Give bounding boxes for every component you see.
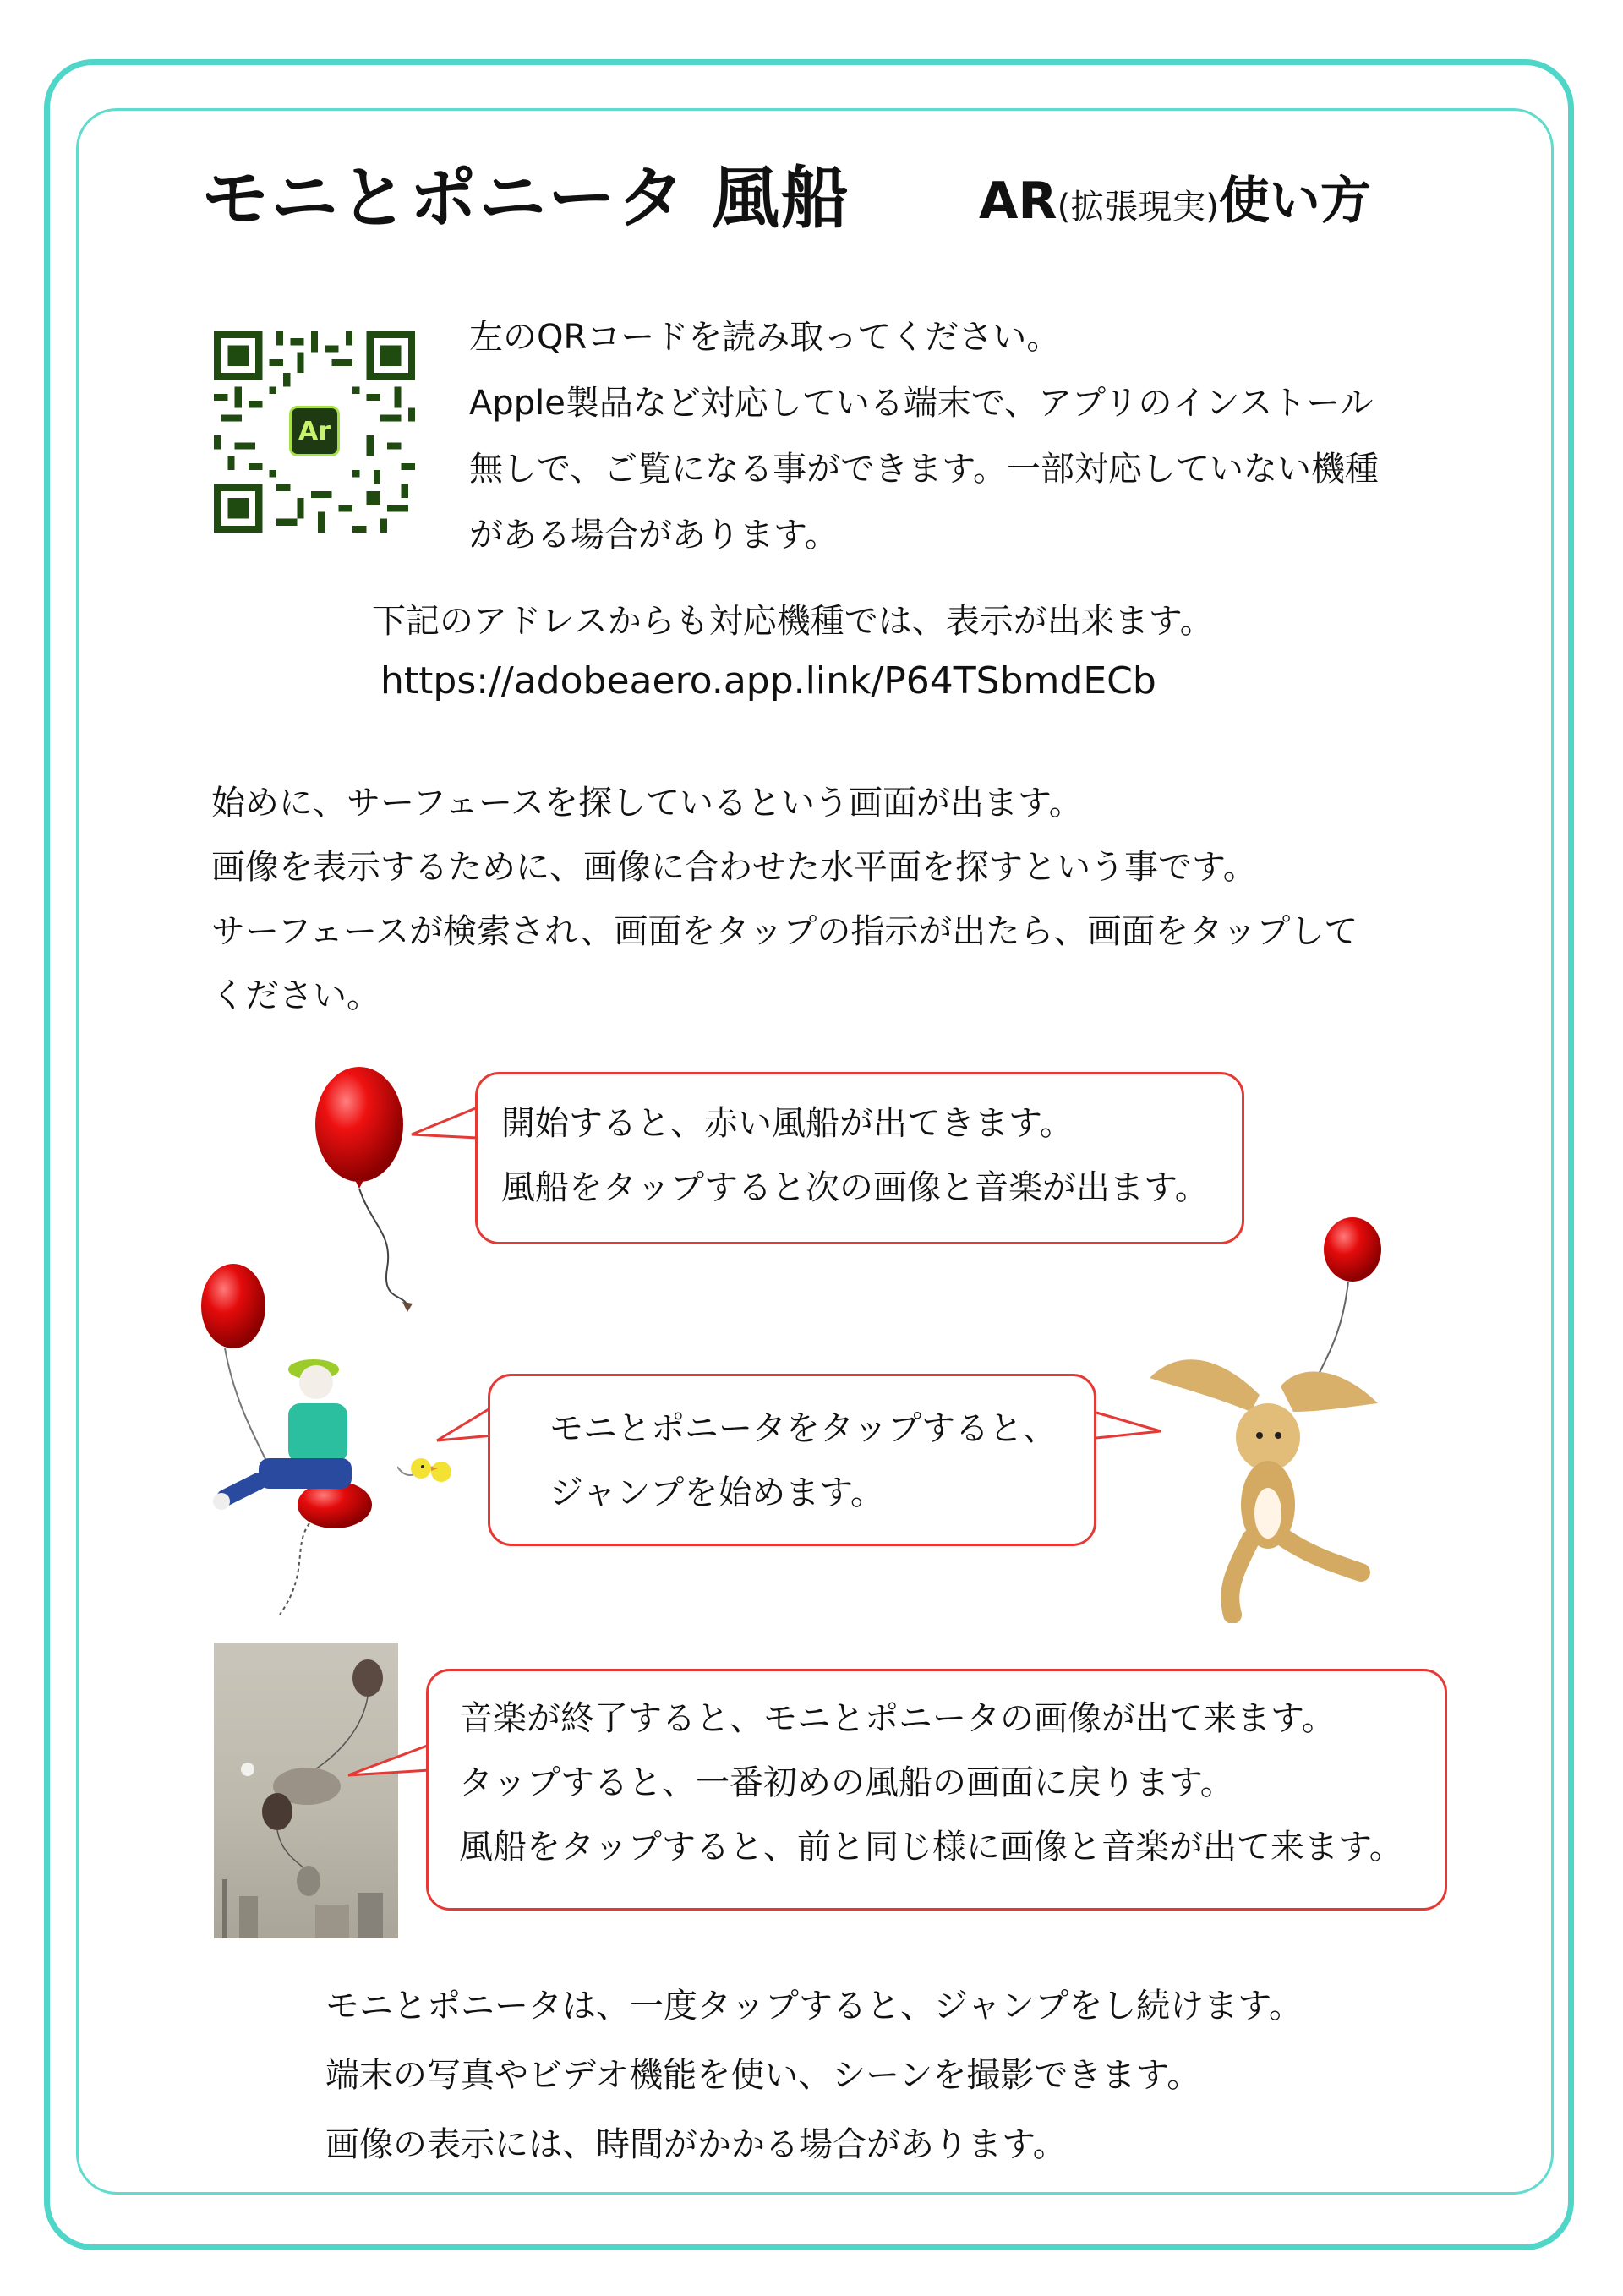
steps-paragraph bbox=[211, 771, 1358, 1028]
page-subtitle bbox=[979, 161, 1371, 233]
intro-line: 無しで、ご覧になる事ができます。一部対応していない機種 bbox=[469, 450, 1379, 489]
page-title: モニとポニータ 風船 bbox=[201, 159, 850, 238]
ending-speech-bubble bbox=[426, 1669, 1447, 1911]
notes-line: 画像の表示には、時間がかかる場合があります。 bbox=[325, 2125, 1067, 2164]
notes-line: モニとポニータは、一度タップすると、ジャンプをし続けます。 bbox=[325, 1987, 1303, 2025]
bubble-pointer bbox=[347, 1741, 431, 1792]
intro-line: Apple製品など対応している端末で、アプリのインストール bbox=[469, 384, 1374, 423]
intro-line: 左のQRコードを読み取ってください。 bbox=[469, 318, 1061, 357]
bubble-pointer bbox=[410, 1099, 478, 1150]
bubble-line: モニとポニータをタップすると、 bbox=[549, 1409, 1057, 1448]
ponita-rabbit-illustration bbox=[1133, 1217, 1386, 1623]
bubble-line: ジャンプを始めます。 bbox=[549, 1473, 884, 1512]
subtitle-ar: AR bbox=[979, 172, 1057, 231]
address-link[interactable]: https://adobeaero.app.link/P64TSbmdECb bbox=[380, 659, 1156, 702]
notes-line: 端末の写真やビデオ機能を使い、シーンを撮影できます。 bbox=[325, 2056, 1201, 2095]
steps-line: ください。 bbox=[211, 976, 380, 1015]
steps-line: サーフェースが検索され、画面をタップの指示が出たら、画面をタップして bbox=[211, 912, 1358, 951]
bubble-pointer bbox=[435, 1403, 495, 1454]
notes-paragraph bbox=[325, 1971, 1303, 2179]
bubble-line: 風船をタップすると、前と同じ様に画像と音楽が出て来ます。 bbox=[459, 1828, 1403, 1867]
moni-girl-illustration bbox=[199, 1260, 377, 1623]
intro-paragraph bbox=[469, 304, 1379, 568]
subtitle-howto: 使い方 bbox=[1218, 172, 1371, 231]
bubble-line: 音楽が終了すると、モニとポニータの画像が出て来ます。 bbox=[459, 1699, 1336, 1738]
bubble-line: 風船をタップすると次の画像と音楽が出ます。 bbox=[501, 1168, 1209, 1207]
characters-speech-bubble bbox=[488, 1374, 1096, 1546]
subtitle-paren: (拡張現実) bbox=[1057, 188, 1219, 227]
bubble-line: タップすると、一番初めの風船の画面に戻ります。 bbox=[459, 1763, 1234, 1802]
balloon-speech-bubble bbox=[475, 1072, 1244, 1244]
steps-line: 画像を表示するために、画像に合わせた水平面を探すという事です。 bbox=[211, 848, 1257, 887]
bubble-line: 開始すると、赤い風船が出てきます。 bbox=[501, 1104, 1074, 1143]
intro-line: がある場合があります。 bbox=[469, 516, 839, 555]
adobe-aero-logo: Ar bbox=[289, 406, 340, 456]
address-caption: 下記のアドレスからも対応機種では、表示が出来ます。 bbox=[372, 602, 1214, 641]
steps-line: 始めに、サーフェースを探しているという画面が出ます。 bbox=[211, 784, 1083, 823]
